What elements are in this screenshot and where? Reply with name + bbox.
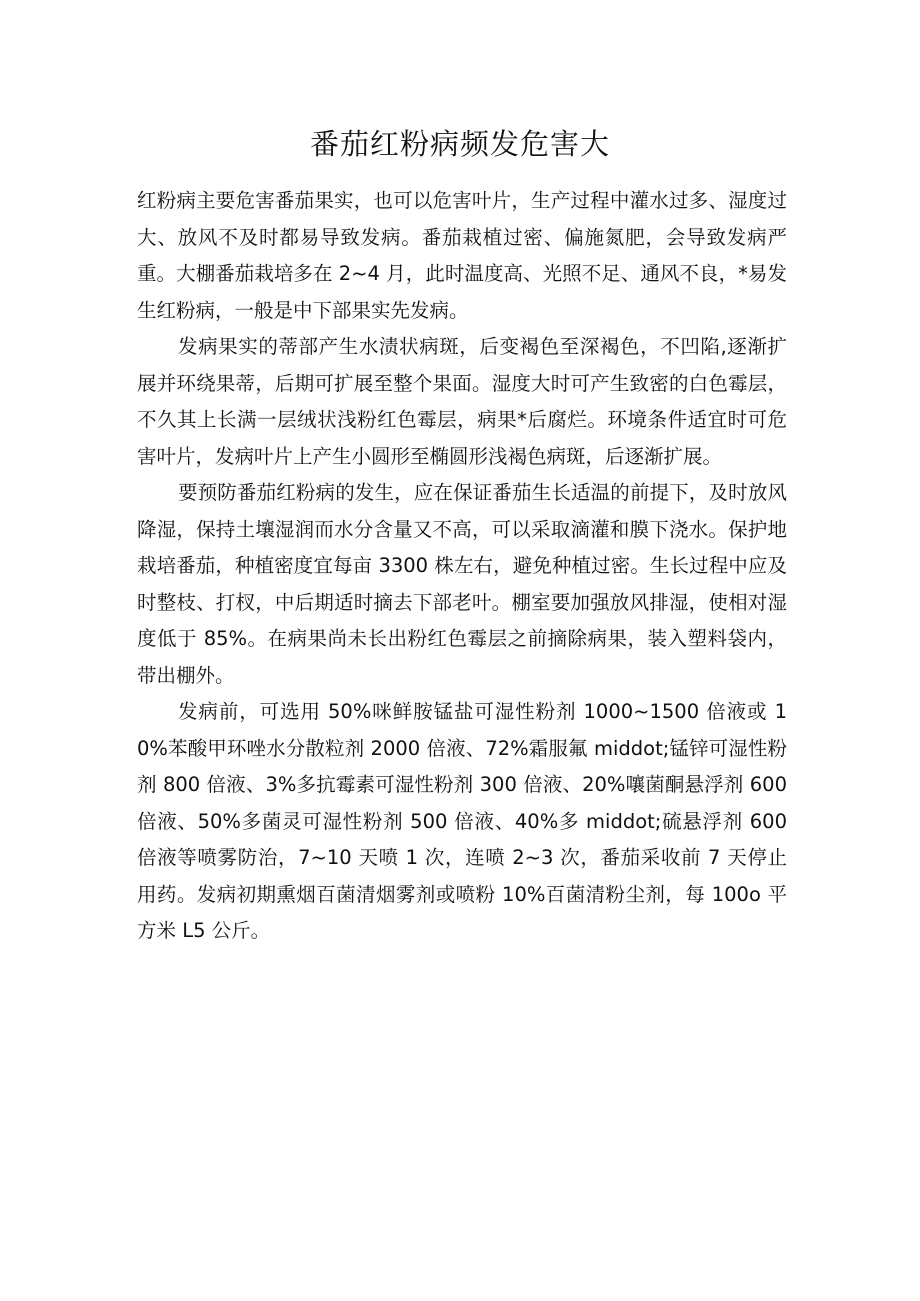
paragraph-chemical-control: 发病前，可选用 50%咪鲜胺锰盐可湿性粉剂 1000~1500 倍液或 10%苯酸甲环唑水分散粒剂 2000 倍液、72%霜服氟 middot;锰锌可湿性粉剂 800 倍液、3%多抗霉素可湿性粉剂 300 倍液、20%嚷菌酮悬浮剂 600 倍液、50%多菌灵可湿性粉剂 500 倍液、40%多 middot;硫悬浮剂 600 倍液等喷雾防治，7~10 天喷 1 次，连喷 2~3 次，番茄采收前 7 天停止用药。发病初期熏烟百菌清烟雾剂或喷粉 10%百菌清粉尘剂，每 100o 平方米 L5 公斤。 — [137, 700, 787, 942]
paragraph-symptoms-overview: 红粉病主要危害番茄果实，也可以危害叶片，生产过程中灌水过多、湿度过大、放风不及时都易导致发病。番茄栽植过密、偏施氮肥，会导致发病严重。大棚番茄栽培多在 2~4 月，此时温度高、光照不足、通风不良，*易发生红粉病，一般是中下部果实先发病。 — [137, 189, 787, 322]
paragraph-prevention: 要预防番茄红粉病的发生，应在保证番茄生长适温的前提下，及时放风降湿，保持土壤湿润而水分含量又不高，可以采取滴灌和膜下浇水。保护地栽培番茄，种植密度宜每亩 3300 株左右，避免种植过密。生长过程中应及时整枝、打杈，中后期适时摘去下部老叶。棚室要加强放风排湿，使相对湿度低于 85%。在病果尚未长出粉红色霉层之前摘除病果，装入塑料袋内，带出棚外。 — [137, 481, 787, 687]
document-title: 番茄红粉病频发危害大 — [309, 127, 610, 161]
paragraph-fruit-symptoms: 发病果实的蒂部产生水渍状病斑，后变褐色至深褐色，不凹陷,逐渐扩展并环绕果蒂，后期可扩展至整个果面。湿度大时可产生致密的白色霉层，不久其上长满一层绒状浅粉红色霉层，病果*后腐烂。环境条件适宜时可危害叶片，发病叶片上产生小圆形至椭圆形浅褐色病斑，后逐渐扩展。 — [137, 335, 787, 468]
document-body — [137, 183, 787, 950]
